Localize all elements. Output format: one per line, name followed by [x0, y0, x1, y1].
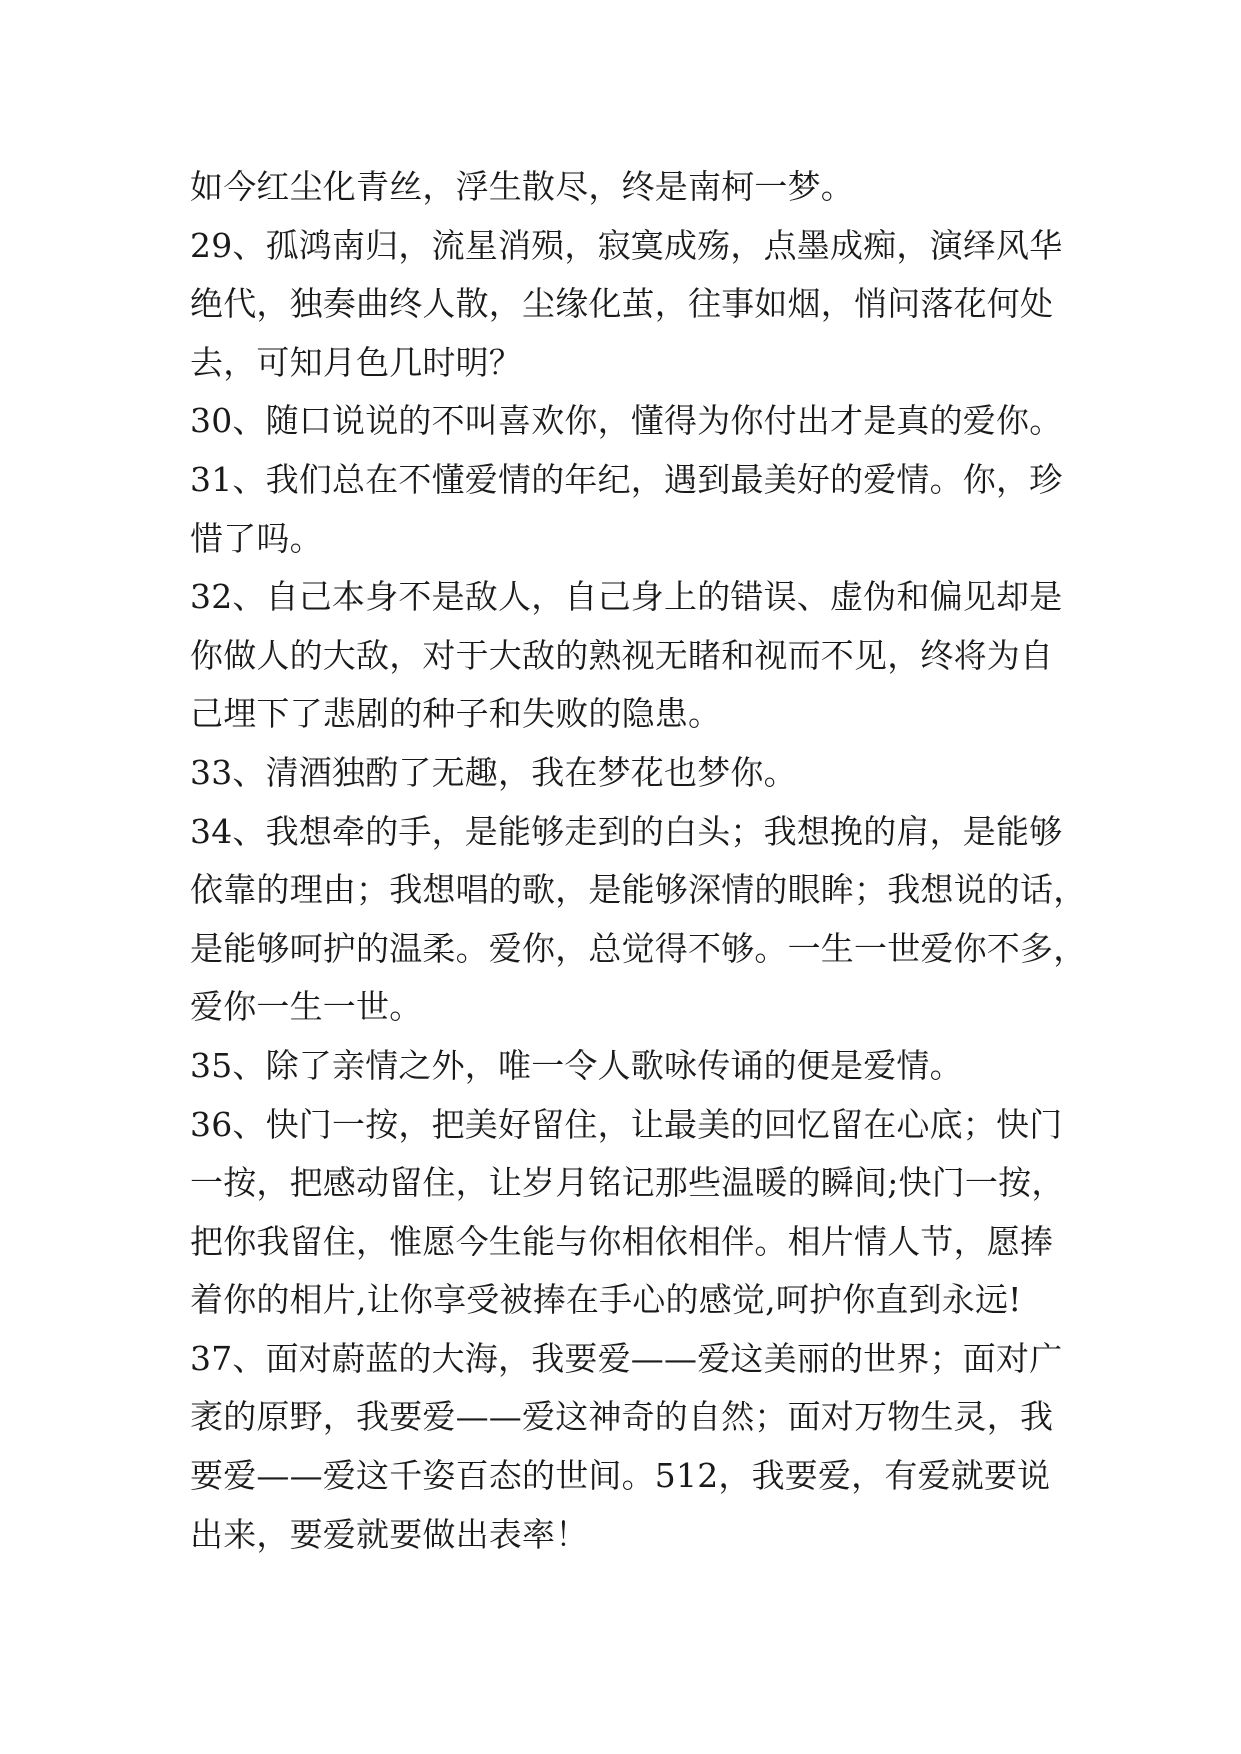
- text-line: 32、自己本身不是敌人，自己身上的错误、虚伪和偏见却是: [190, 577, 1063, 617]
- text-line: 绝代，独奏曲终人散，尘缘化茧，往事如烟，悄问落花何处: [190, 284, 1054, 324]
- text-line: 36、快门一按，把美好留住，让最美的回忆留在心底；快门: [190, 1104, 1063, 1144]
- text-line: 己埋下了悲剧的种子和失败的隐患。: [190, 694, 722, 734]
- text-line: 把你我留住，惟愿今生能与你相依相伴。相片情人节，愿捧: [190, 1221, 1054, 1261]
- text-line: 去，可知月色几时明？: [190, 342, 522, 382]
- text-line: 依靠的理由；我想唱的歌，是能够深情的眼眸；我想说的话，: [190, 870, 1087, 910]
- text-line: 袤的原野，我要爱——爱这神奇的自然；面对万物生灵，我: [190, 1397, 1054, 1437]
- text-line: 35、除了亲情之外，唯一令人歌咏传诵的便是爱情。: [190, 1045, 963, 1085]
- text-line: 出来，要爱就要做出表率！: [190, 1514, 589, 1554]
- text-line: 爱你一生一世。: [190, 987, 423, 1027]
- text-line: 着你的相片,让你享受被捧在手心的感觉,呵护你直到永远!: [190, 1280, 1022, 1320]
- text-line: 33、清酒独酌了无趣，我在梦花也梦你。: [190, 752, 797, 792]
- text-line: 一按，把感动留住，让岁月铭记那些温暖的瞬间;快门一按，: [190, 1163, 1065, 1203]
- text-line: 31、我们总在不懂爱情的年纪，遇到最美好的爱情。你，珍: [190, 459, 1063, 499]
- text-line: 你做人的大敌，对于大敌的熟视无睹和视而不见，终将为自: [190, 635, 1054, 675]
- text-line: 29、孤鸿南归，流星消殒，寂寞成殇，点墨成痴，演绎风华: [190, 225, 1063, 265]
- text-line: 如今红尘化青丝，浮生散尽，终是南柯一梦。: [190, 167, 854, 206]
- text-line: 30、随口说说的不叫喜欢你，懂得为你付出才是真的爱你。: [190, 401, 1063, 441]
- document-body: [190, 158, 1087, 1564]
- text-line: 34、我想牵的手，是能够走到的白头；我想挽的肩，是能够: [190, 811, 1063, 851]
- text-line: 惜了吗。: [190, 518, 323, 558]
- text-line: 37、面对蔚蓝的大海，我要爱——爱这美丽的世界；面对广: [190, 1338, 1063, 1378]
- text-line: 是能够呵护的温柔。爱你，总觉得不够。一生一世爱你不多，: [190, 928, 1087, 968]
- text-line: 要爱——爱这千姿百态的世间。512，我要爱，有爱就要说: [190, 1456, 1051, 1496]
